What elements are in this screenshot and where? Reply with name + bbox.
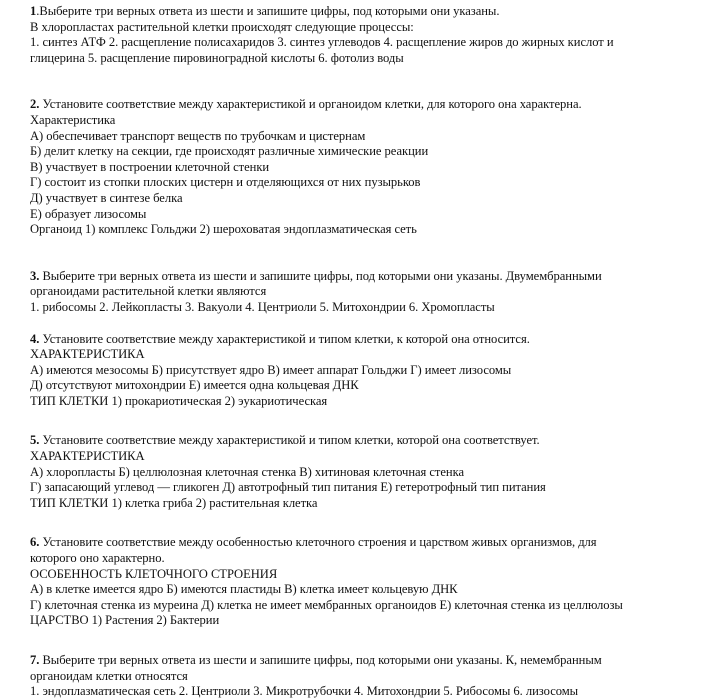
question-6-header: ОСОБЕННОСТЬ КЛЕТОЧНОГО СТРОЕНИЯ [30,566,278,581]
question-1-prompt: 1.Выберите три верных ответа из шести и запишите цифры, под которыми они указаны. [30,4,500,18]
question-3 [30,269,720,316]
question-5-header: ХАРАКТЕРИСТИКА [30,449,145,464]
question-2-header: Характеристика [30,112,116,127]
question-4-prompt: 4. Установите соответствие между характеристикой и типом клетки, к которой она относится. [30,331,530,346]
question-5-items-2: Г) запасающий углевод — гликоген Д) автотрофный тип питания Е) гетеротрофный тип питания [30,480,546,495]
question-3-context: органоидами растительной клетки являются [30,284,267,299]
question-6-prompt: 6. Установите соответствие между особенностью клеточного строения и царством живых организмов, для [30,535,597,550]
question-2-answers: Органоид 1) комплекс Гольджи 2) шероховатая эндоплазматическая сеть [30,222,417,237]
question-5-answers: ТИП КЛЕТКИ 1) клетка гриба 2) растительная клетка [30,495,318,510]
question-2-number: 2. [30,97,40,112]
question-7 [30,653,720,700]
spacer [30,316,720,332]
question-6-answers: ЦАРСТВО 1) Растения 2) Бактерии [30,613,220,628]
question-2-item-e: Д) участвует в синтезе белка [30,190,183,205]
question-2-item-c: В) участвует в построении клеточной стенки [30,159,270,174]
question-2-item-f: Е) образует лизосомы [30,206,147,221]
question-1-context: В хлоропластах растительной клетки происходят следующие процессы: [30,19,414,34]
question-2 [30,97,720,237]
question-4-header: ХАРАКТЕРИСТИКА [30,347,145,362]
spacer [30,238,720,269]
question-4 [30,332,720,410]
question-4-answers: ТИП КЛЕТКИ 1) прокариотическая 2) эукариотическая [30,393,328,408]
question-2-item-d: Г) состоит из стопки плоских цистерн и отделяющихся от них пузырьков [30,175,421,190]
question-2-item-b: Б) делит клетку на секции, где происходят различные химические реакции [30,144,429,159]
question-7-options: 1. эндоплазматическая сеть 2. Центриоли 3. Микротрубочки 4. Митохондрии 5. Рибосомы 6. лизосомы [30,684,579,699]
question-5-items-1: А) хлоропласты Б) целлюлозная клеточная стенка В) хитиновая клеточная стенка [30,464,465,479]
spacer [30,629,720,653]
question-4-number: 4. [30,331,40,346]
question-3-options: 1. рибосомы 2. Лейкопласты 3. Вакуоли 4. Центриоли 5. Митохондрии 6. Хромопласты [30,299,495,314]
spacer [30,511,720,535]
question-7-context: органоидам клетки относятся [30,668,188,683]
spacer [30,409,720,433]
question-7-prompt: 7. Выберите три верных ответа из шести и запишите цифры, под которыми они указаны. К, немембранным [30,653,602,667]
question-6-number: 6. [30,535,40,550]
spacer [30,66,720,97]
worksheet [30,4,720,700]
question-7-number: 7. [30,653,40,667]
question-6-items-1: А) в клетке имеется ядро Б) имеются пластиды В) клетка имеет кольцевую ДНК [30,582,458,597]
question-1-number: 1 [30,4,37,18]
question-2-item-a: А) обеспечивает транспорт веществ по трубочкам и цистернам [30,128,366,143]
question-1-options-cont: глицерина 5. расщепление пировиноградной кислоты 6. фотолиз воды [30,50,404,65]
question-1 [30,4,720,66]
question-6 [30,535,720,629]
question-1-options: 1. синтез АТФ 2. расщепление полисахаридов 3. синтез углеводов 4. расщепление жиров до жирных кислот и [30,35,614,50]
question-6-prompt-cont: которого оно характерно. [30,551,165,566]
question-3-number: 3. [30,268,40,283]
question-5 [30,433,720,511]
question-4-items-1: А) имеются мезосомы Б) присутствует ядро В) имеет аппарат Гольджи Г) имеет лизосомы [30,362,512,377]
question-5-number: 5. [30,433,40,448]
question-5-prompt: 5. Установите соответствие между характеристикой и типом клетки, которой она соответствует. [30,433,540,448]
question-2-prompt: 2. Установите соответствие между характеристикой и органоидом клетки, для которого она характерна. [30,97,582,112]
question-3-prompt: 3. Выберите три верных ответа из шести и запишите цифры, под которыми они указаны. Двумембранными [30,268,602,283]
question-6-items-2: Г) клеточная стенка из муреина Д) клетка не имеет мембранных органоидов Е) клеточная стенка из целлюлозы [30,597,623,612]
question-4-items-2: Д) отсутствуют митохондрии Е) имеется одна кольцевая ДНК [30,378,359,393]
